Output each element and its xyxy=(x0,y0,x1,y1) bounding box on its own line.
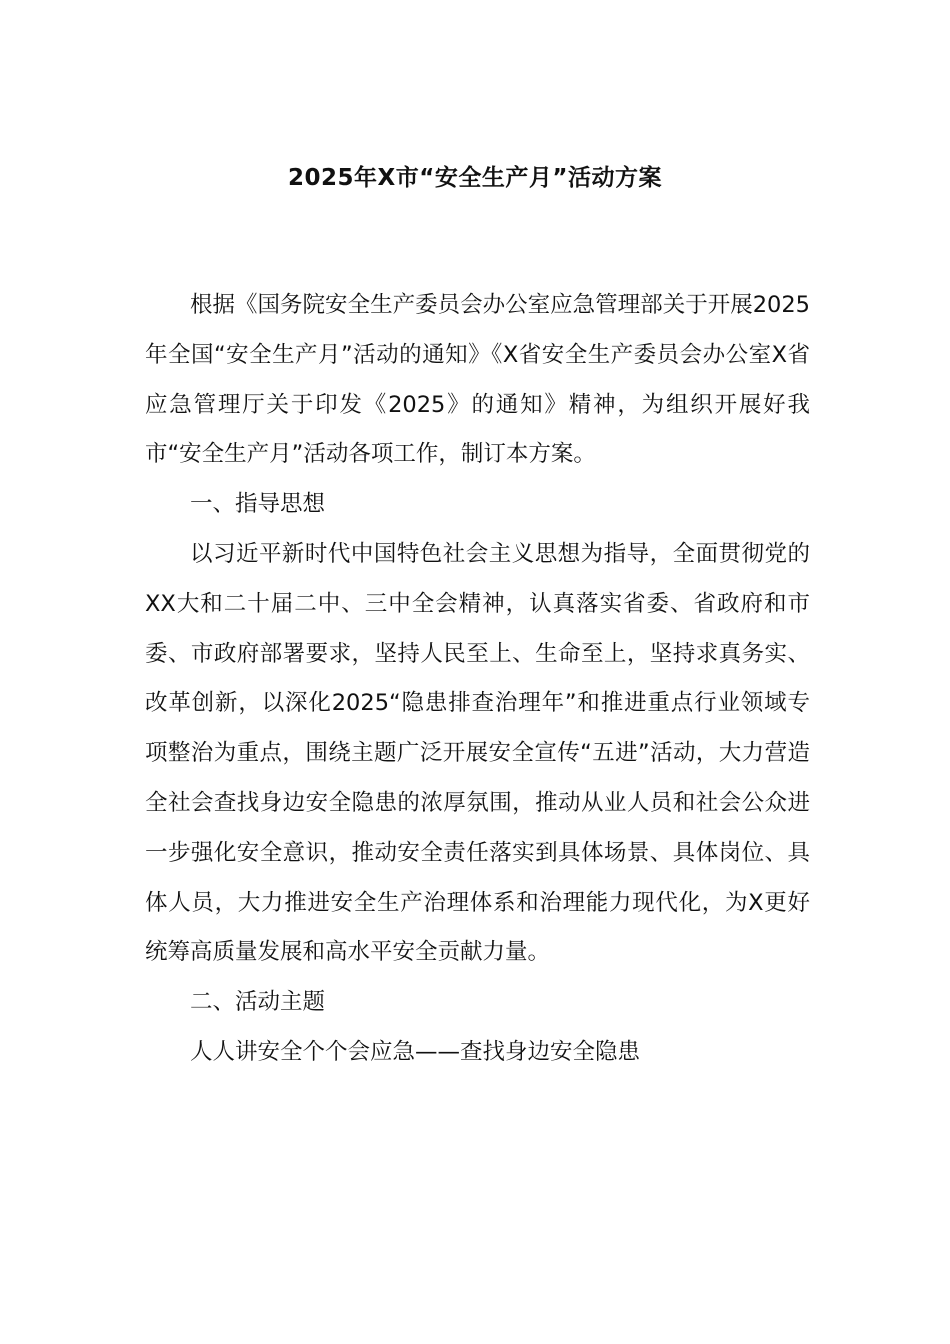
document-body xyxy=(145,281,810,1078)
document-title: 2025年X市“安全生产月”活动方案 xyxy=(288,165,662,191)
guiding-ideology-paragraph: 以习近平新时代中国特色社会主义思想为指导，全面贯彻党的XX大和二十届二中、三中全会精神，认真落实省委、省政府和市委、市政府部署要求，坚持人民至上、生命至上，坚持求真务实、改革创新，以深化2025“隐患排查治理年”和推进重点行业领域专项整治为重点，围绕主题广泛开展安全宣传“五进”活动，大力营造全社会查找身边安全隐患的浓厚氛围，推动从业人员和社会公众进一步强化安全意识，推动安全责任落实到具体场景、具体岗位、具体人员，大力推进安全生产治理体系和治理能力现代化，为X更好统筹高质量发展和高水平安全贡献力量。 xyxy=(145,540,810,966)
section-heading-guiding-ideology: 一、指导思想 xyxy=(190,491,326,518)
section-heading-activity-theme: 二、活动主题 xyxy=(190,989,326,1016)
activity-theme-paragraph: 人人讲安全个个会应急——查找身边安全隐患 xyxy=(190,1038,641,1065)
intro-paragraph: 根据《国务院安全生产委员会办公室应急管理部关于开展2025年全国“安全生产月”活动的通知》《X省安全生产委员会办公室X省应急管理厅关于印发《2025》的通知》精神，为组织开展好我市“安全生产月”活动各项工作，制订本方案。 xyxy=(145,292,810,468)
